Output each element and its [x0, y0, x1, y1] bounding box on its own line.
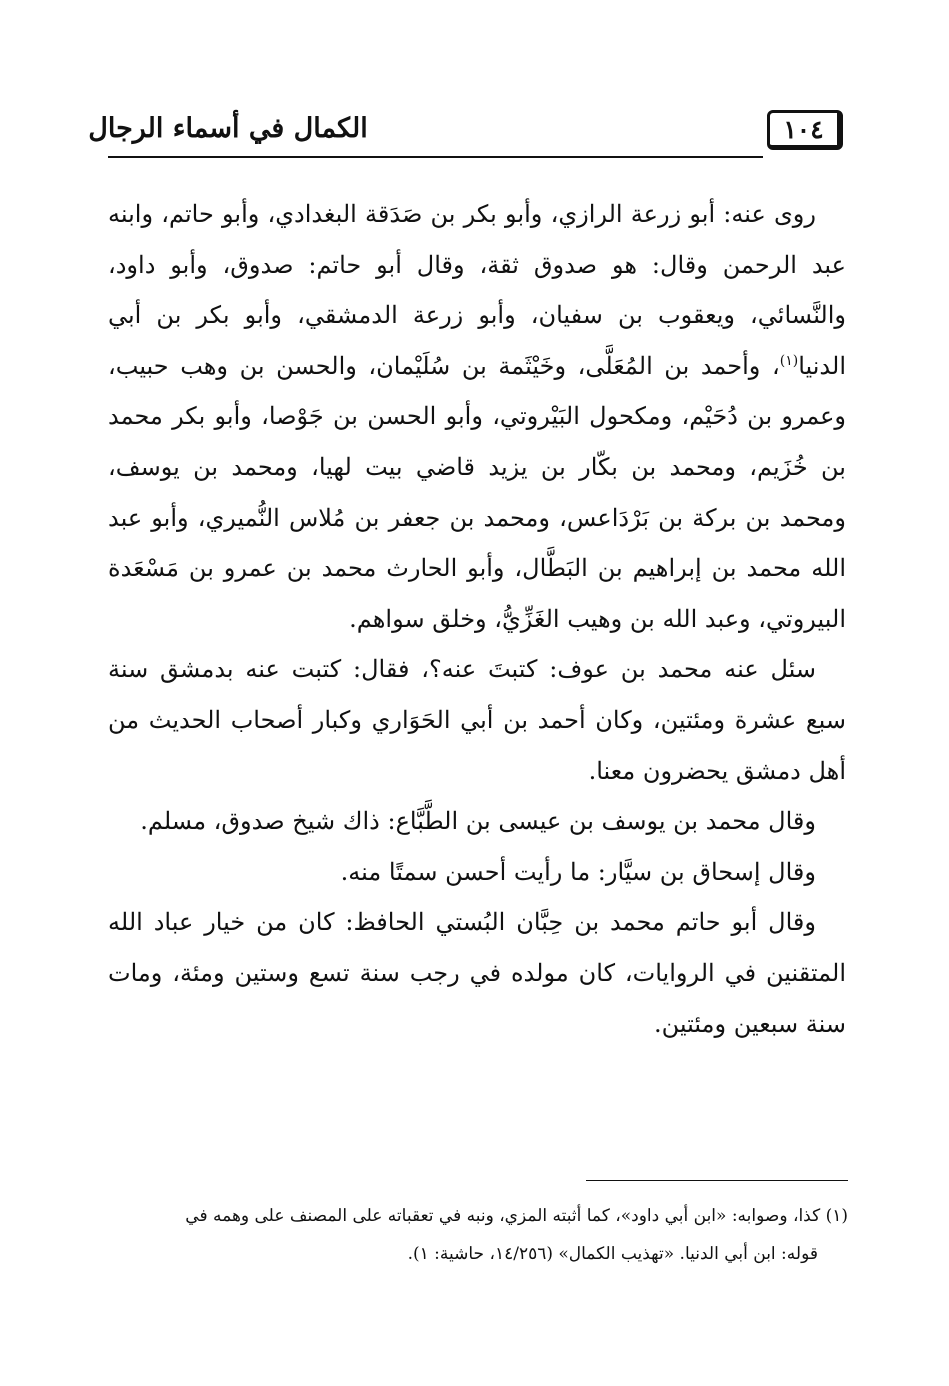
paragraph-narrators-part1: روى عنه: أبو زرعة الرازي، وأبو بكر بن صَدَقة البغدادي، وأبو حاتم، وابنه عبد الرحمن وقال: هو صدوق ثقة، وقال أبو حاتم: صدوق، وأبو داود، والنَّسائي، ويعقوب بن سفيان، وأبو زرعة الدمشقي، وأبو بكر بن أبي الدنيا	[108, 200, 846, 380]
running-title: الكمال في أسماء الرجال	[88, 112, 368, 144]
paragraph-ibn-hibban: وقال أبو حاتم محمد بن حِبَّان البُستي الحافظ: كان من خيار عباد الله المتقنين في الروايات، كان مولده في رجب سنة تسع وستين ومئة، ومات سنة سبعين ومئتين.	[108, 908, 846, 1038]
paragraph-narrators	[108, 189, 846, 644]
footnote	[108, 1197, 848, 1273]
page-header	[88, 100, 843, 166]
footnote-line-2: قوله: ابن أبي الدنيا. «تهذيب الكمال» (١٤/٢٥٦، حاشية: ١).	[407, 1244, 818, 1264]
paragraph-ibn-awf: سئل عنه محمد بن عوف: كتبتَ عنه؟، فقال: كتبت عنه بدمشق سنة سبع عشرة ومئتين، وكان أحمد بن أبي الحَوَاري وكبار أصحاب الحديث من أهل دمشق يحضرون معنا.	[108, 655, 846, 785]
footnote-line-1: (١) كذا، وصوابه: «ابن أبي داود»، كما أثبته المزي، ونبه في تعقباته على المصنف على وهمه في	[185, 1206, 848, 1226]
footnote-rule	[586, 1180, 848, 1181]
body-text	[108, 189, 846, 1049]
paragraph-ibn-sayyar: وقال إسحاق بن سيَّار: ما رأيت أحسن سمتًا منه.	[340, 857, 816, 886]
page-number: ١٠٤	[767, 110, 843, 150]
header-rule	[108, 156, 763, 158]
paragraph-narrators-part2: ، وأحمد بن المُعَلَّى، وخَيْثَمة بن سُلَيْمان، والحسن بن وهب حبيب، وعمرو بن دُحَيْم، ومكحول البَيْروتي، وأبو الحسن بن جَوْصا، وأبو بكر محمد بن خُزَيم، ومحمد بن بكّار بن يزيد قاضي بيت لهيا، ومحمد بن يوسف، ومحمد بن بركة بن بَرْدَاعس، ومحمد بن جعفر بن مُلاس النُّميري، وأبو عبد الله محمد بن إبراهيم بن البَطَّال، وأبو الحارث محمد بن عمرو بن مَسْعَدة البيروتي، وعبد الله بن وهيب الغَزِّيُّ، وخلق سواهم.	[108, 351, 846, 633]
footnote-reference: (١)	[779, 352, 799, 369]
paragraph-ibn-tabba: وقال محمد بن يوسف بن عيسى بن الطَّبَّاع: ذاك شيخ صدوق، مسلم.	[140, 807, 816, 836]
